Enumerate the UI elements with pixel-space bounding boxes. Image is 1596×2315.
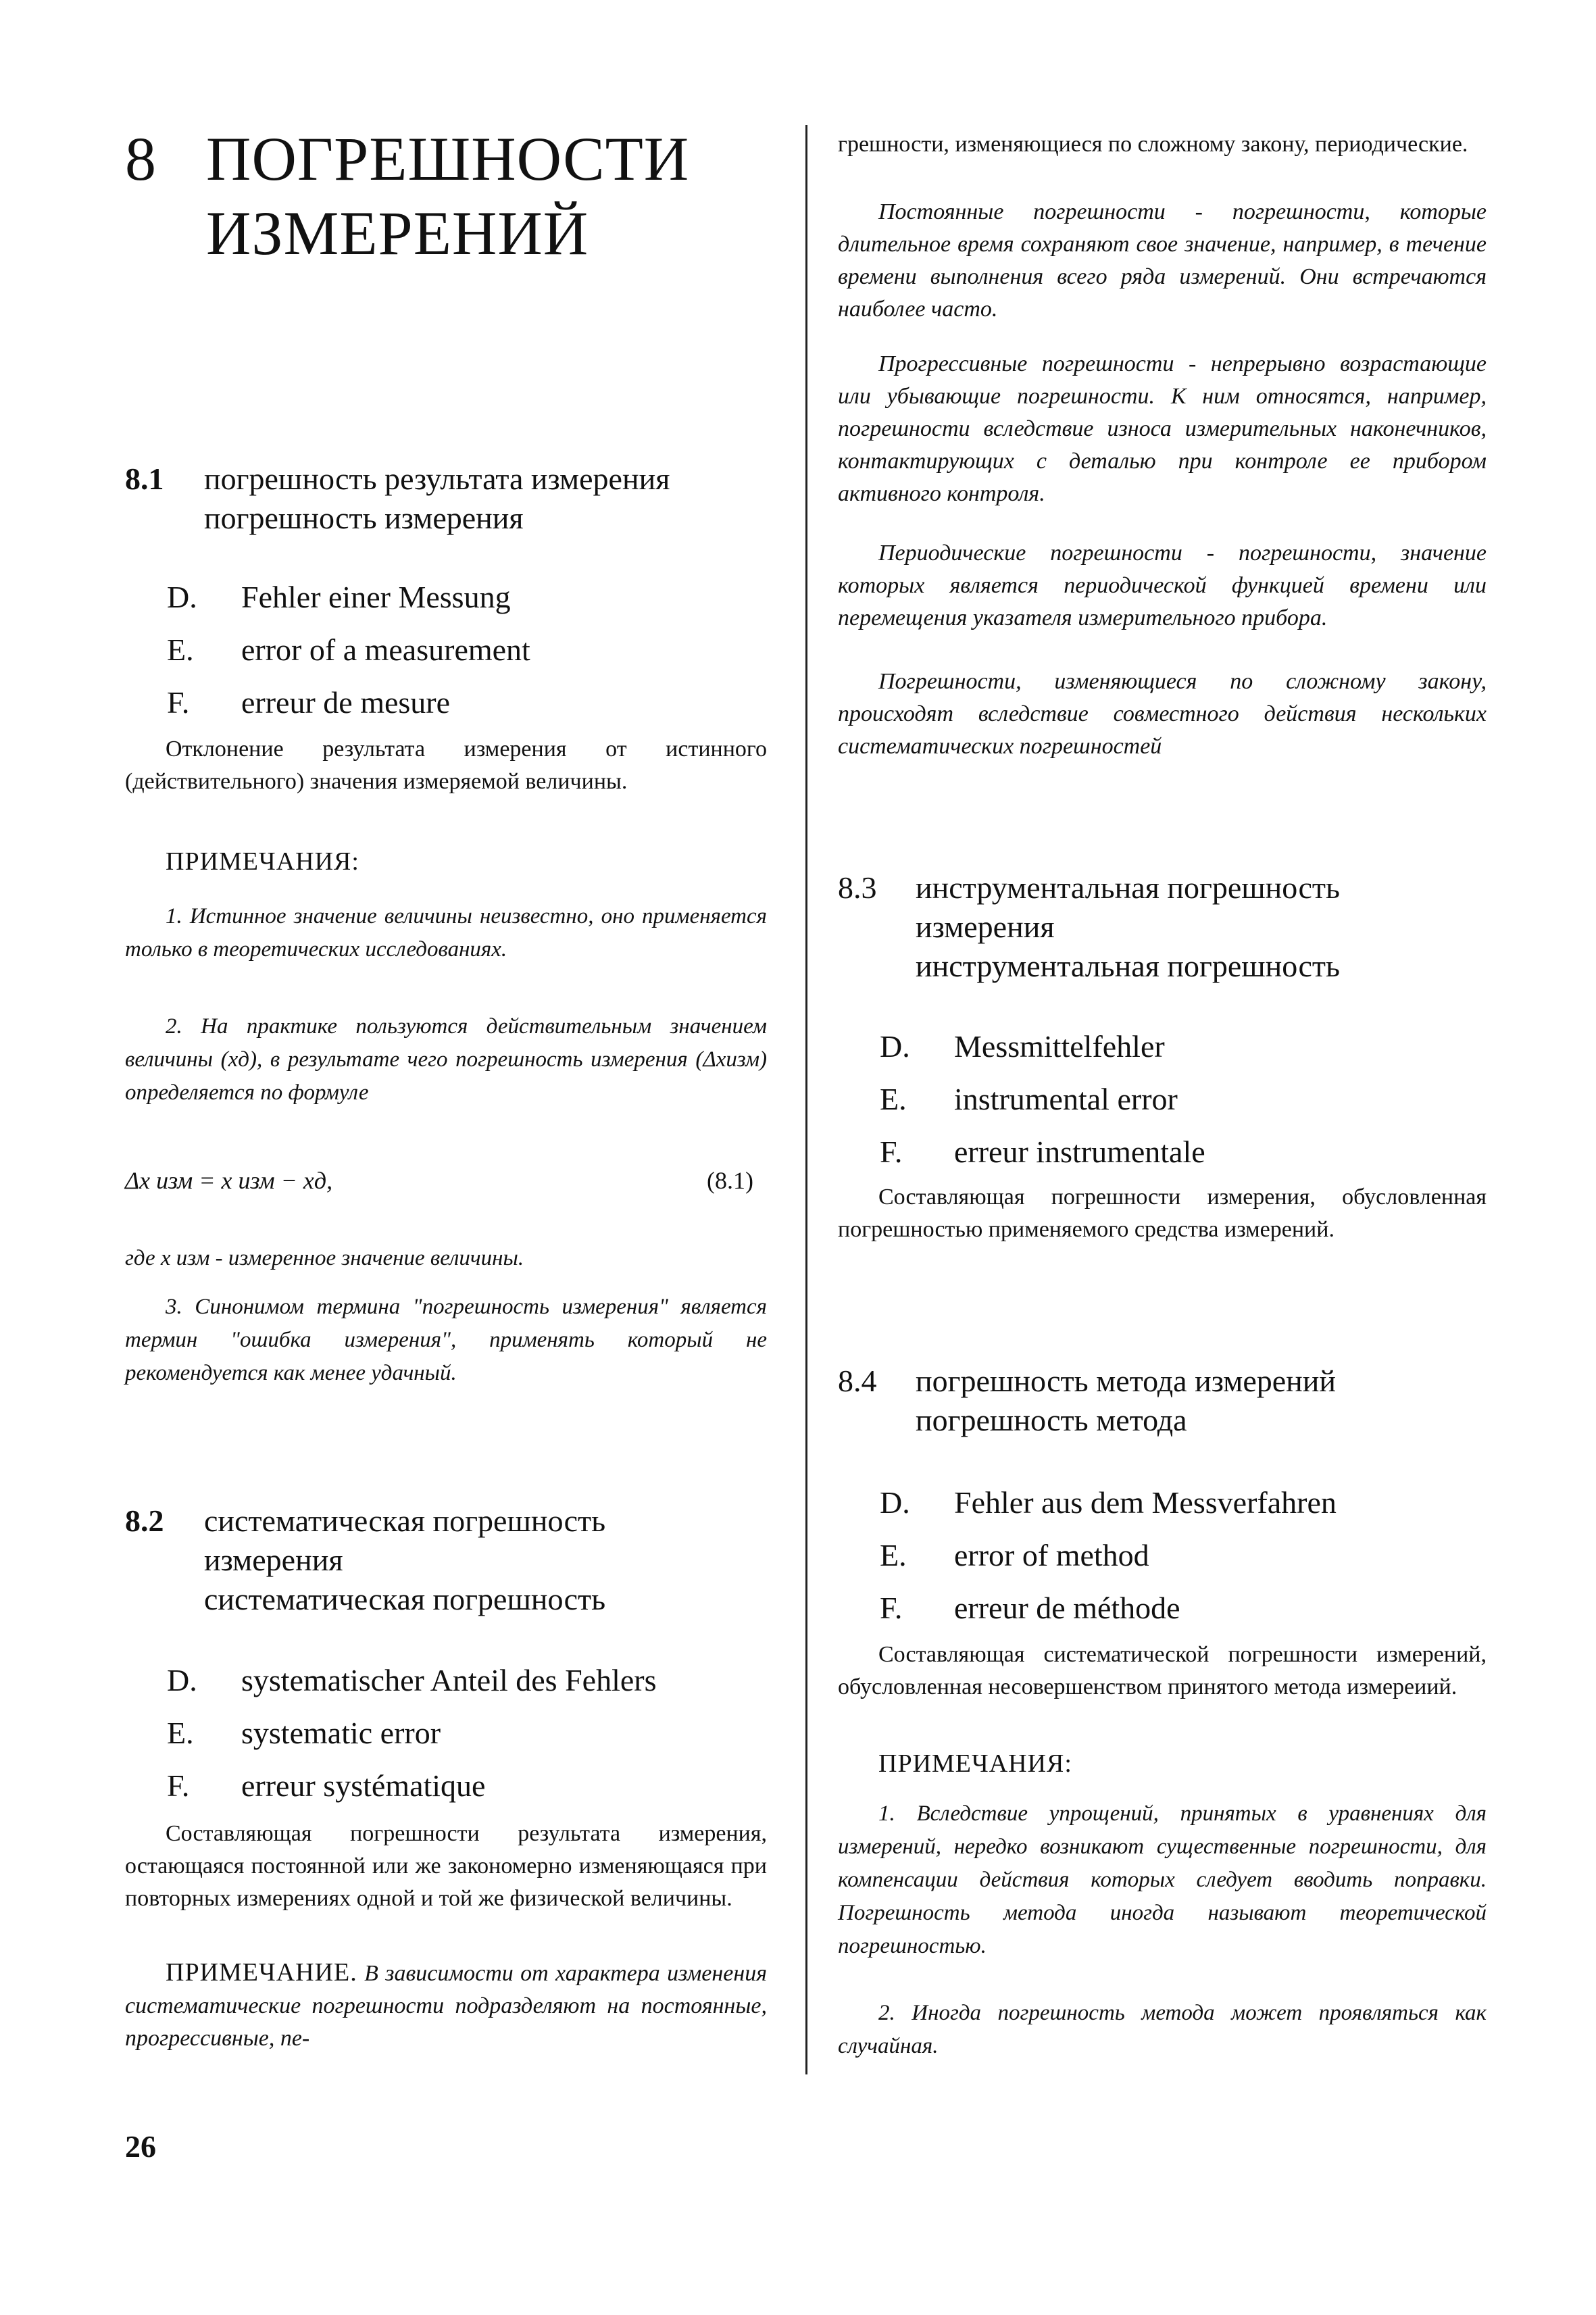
periodic-errors-paragraph [838, 537, 1487, 634]
note-text: В зависимости от характера изменения систематические погрешности подразделяют на постоянные, прогрессивные, пе- [125, 1961, 767, 2051]
section-8-4-translations [838, 1476, 1487, 1635]
lang-term: Fehler aus dem Messverfahren [954, 1485, 1337, 1520]
section-number: 8.4 [838, 1364, 877, 1398]
notes-heading: ПРИМЕЧАНИЯ: [878, 1749, 1072, 1778]
term-synonym: систематическая погрешность [204, 1582, 606, 1616]
lang-code: E. [880, 1082, 907, 1116]
term-primary-line2: измерения [204, 1543, 343, 1577]
section-number: 8.1 [125, 462, 164, 496]
lang-code: D. [880, 1485, 910, 1520]
column-divider [805, 125, 807, 2074]
section-8-1-definition [125, 733, 767, 798]
term-synonym: погрешность метода [916, 1403, 1187, 1437]
chapter-title-line1: ПОГРЕШНОСТИ [206, 124, 690, 193]
notes-heading: ПРИМЕЧАНИЯ: [166, 847, 359, 876]
section-8-1-translations [125, 571, 767, 729]
paragraph-text: Погрешности, изменяющиеся по сложному закону, происходят вследствие совместного действия нескольких систематических погрешностей [838, 669, 1487, 759]
section-8-4-definition [838, 1639, 1487, 1703]
constant-errors-paragraph [838, 196, 1487, 326]
translation-fr [838, 1582, 1487, 1635]
section-8-1-note-3 [125, 1291, 767, 1390]
note-text: 3. Синонимом термина "погрешность измерения" является термин "ошибка измерения", применять который не рекомендуется как менее удачный. [125, 1295, 767, 1385]
section-8-2-translations [125, 1654, 767, 1812]
lang-code: D. [880, 1029, 910, 1064]
section-number: 8.3 [838, 870, 877, 905]
section-8-2-definition [125, 1818, 767, 1915]
translation-de [125, 1654, 767, 1707]
section-number: 8.2 [125, 1503, 164, 1538]
translation-fr [838, 1126, 1487, 1178]
page-number: 26 [125, 2129, 156, 2164]
chapter-number: 8 [125, 124, 157, 193]
translation-en [125, 624, 767, 676]
formula-8-1 [125, 1164, 767, 1197]
section-8-2-heading [125, 1501, 767, 1619]
lang-term: error of method [954, 1538, 1149, 1572]
lang-term: erreur de méthode [954, 1591, 1180, 1625]
lang-term: systematic error [241, 1716, 441, 1750]
lang-term: erreur instrumentale [954, 1135, 1205, 1169]
term-primary: погрешность результата измерения [204, 462, 670, 496]
complex-law-errors-paragraph [838, 666, 1487, 763]
progressive-errors-paragraph [838, 348, 1487, 510]
translation-de [838, 1476, 1487, 1529]
chapter-title-line2: ИЗМЕРЕНИЙ [206, 199, 589, 268]
section-8-3-definition [838, 1181, 1487, 1246]
translation-en [125, 1707, 767, 1760]
section-terms [204, 459, 767, 538]
note-label: ПРИМЕЧАНИЕ. [166, 1958, 357, 1987]
lang-term: erreur systématique [241, 1768, 486, 1803]
chapter-title-text [206, 122, 689, 270]
section-terms [916, 1362, 1487, 1440]
section-8-1-heading [125, 459, 767, 538]
translation-de [838, 1020, 1487, 1073]
lang-code: E. [880, 1538, 907, 1572]
translation-en [838, 1073, 1487, 1126]
translation-fr [125, 676, 767, 729]
note-text: 1. Истинное значение величины неизвестно, оно применяется только в теоретических исследованиях. [125, 904, 767, 962]
definition-text: Составляющая погрешности измерения, обусловленная погрешностью применяемого средства измерений. [838, 1185, 1487, 1242]
formula-expression: Δx изм = x изм − xд, [125, 1167, 333, 1194]
lang-code: F. [167, 1768, 190, 1803]
definition-text: Отклонение результата измерения от истинного (действительного) значения измеряемой величины. [125, 737, 767, 794]
lang-code: E. [167, 632, 194, 667]
lang-term: systematischer Anteil des Fehlers [241, 1663, 657, 1697]
paragraph-text: Постоянные погрешности - погрешности, которые длительное время сохраняют свое значение, например, в течение времени выполнения всего ряда измерений. Они встречаются наиболее часто. [838, 199, 1487, 322]
formula-number: (8.1) [707, 1167, 753, 1194]
section-8-2-note [125, 1956, 767, 2055]
section-8-1-note-1 [125, 900, 767, 966]
chapter-title [125, 122, 689, 270]
paragraph-text: Прогрессивные погрешности - непрерывно возрастающие или убывающие погрешности. К ним относятся, например, погрешности вследствие износа измерительных наконечников, контактирующих с деталью при контроле ее прибором активного контроля. [838, 351, 1487, 506]
term-synonym: инструментальная погрешность [916, 949, 1340, 983]
section-8-4-note-1 [838, 1797, 1487, 1963]
paragraph-text: Периодические погрешности - погрешности, значение которых является периодической функцией времени или перемещения указателя измерительного прибора. [838, 541, 1487, 630]
lang-term: instrumental error [954, 1082, 1178, 1116]
term-primary-line1: инструментальная погрешность [916, 870, 1340, 905]
lang-code: E. [167, 1716, 194, 1750]
definition-text: Составляющая погрешности результата измерения, остающаяся постоянной или же закономерно изменяющаяся при повторных измерениях одной и той же физической величины. [125, 1821, 767, 1911]
lang-code: F. [880, 1135, 903, 1169]
lang-code: F. [167, 685, 190, 720]
section-terms [916, 868, 1487, 986]
term-primary-line1: систематическая погрешность [204, 1503, 606, 1538]
definition-text: Составляющая систематической погрешности измерений, обусловленная несовершенством принятого метода измереиий. [838, 1642, 1487, 1699]
note-text: 2. Иногда погрешность метода может проявляться как случайная. [838, 2001, 1487, 2058]
translation-en [838, 1529, 1487, 1582]
section-8-4-note-2 [838, 1997, 1487, 2063]
lang-term: Fehler einer Messung [241, 580, 511, 614]
section-8-4-heading [838, 1362, 1487, 1440]
lang-code: F. [880, 1591, 903, 1625]
lang-code: D. [167, 580, 197, 614]
formula-where: где x изм - измеренное значение величины. [125, 1246, 524, 1270]
lang-term: Messmittelfehler [954, 1029, 1165, 1064]
continued-text: грешности, изменяющиеся по сложному закону, периодические. [838, 132, 1468, 157]
note-text: 2. На практике пользуются действительным значением величины (xд), в результате чего погрешность измерения (Δxизм) определяется по формуле [125, 1014, 767, 1105]
lang-term: erreur de mesure [241, 685, 451, 720]
term-primary-line2: измерения [916, 910, 1055, 944]
lang-term: error of a measurement [241, 632, 530, 667]
translation-fr [125, 1760, 767, 1812]
translation-de [125, 571, 767, 624]
section-8-3-translations [838, 1020, 1487, 1178]
note-text: 1. Вследствие упрощений, принятых в уравнениях для измерений, нередко возникают существенные погрешности, для компенсации действия которых следует вводить поправки. Погрешность метода иногда называют теоретической погрешностью. [838, 1801, 1487, 1958]
term-primary: погрешность метода измерений [916, 1364, 1337, 1398]
term-synonym: погрешность измерения [204, 501, 524, 535]
section-terms [204, 1501, 767, 1619]
lang-code: D. [167, 1663, 197, 1697]
section-8-1-note-2 [125, 1010, 767, 1110]
section-8-3-heading [838, 868, 1487, 986]
